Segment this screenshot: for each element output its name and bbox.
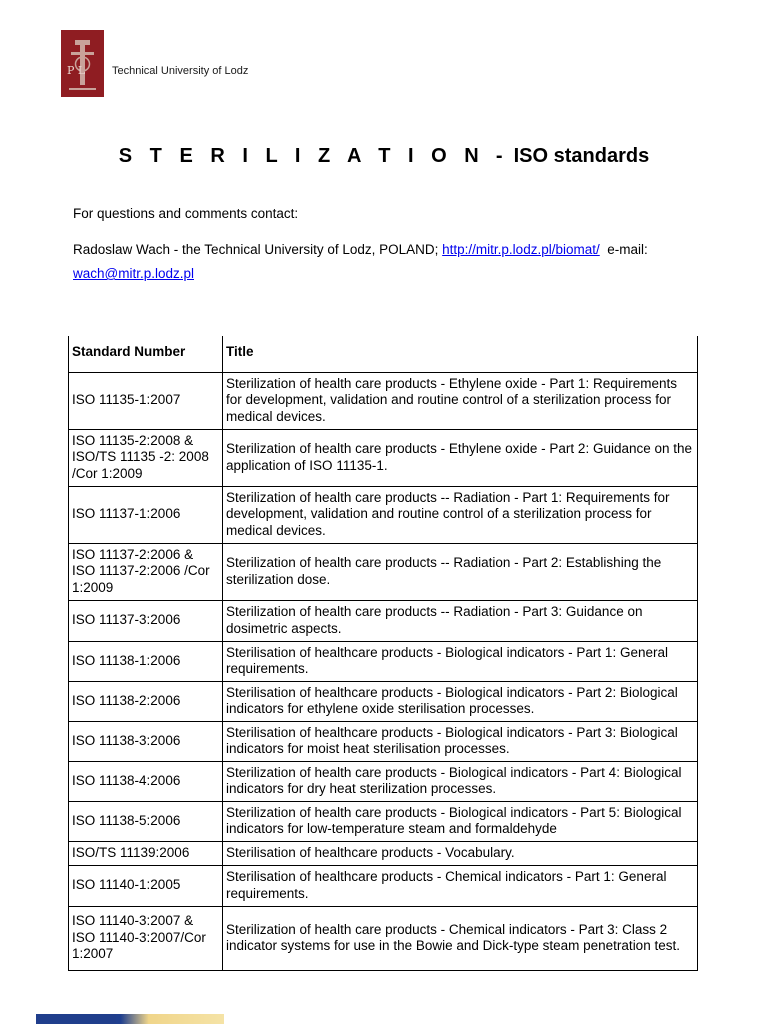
table-row xyxy=(69,681,698,721)
page-title xyxy=(0,145,768,168)
footer-banner xyxy=(36,1014,224,1024)
standard-number: ISO 11138-2:2006 xyxy=(69,681,223,721)
standard-number: ISO/TS 11139:2006 xyxy=(69,841,223,865)
standard-title: Sterilisation of healthcare products - Biological indicators - Part 3: Biological indicators for moist heat sterilisation processes. xyxy=(223,721,698,761)
standard-number: ISO 11138-5:2006 xyxy=(69,801,223,841)
standard-title: Sterilization of health care products - Ethylene oxide - Part 1: Requirements for development, validation and routine control of a sterilization process for medical devices. xyxy=(223,372,698,429)
table-header-row xyxy=(69,336,698,372)
standard-title: Sterilization of health care products -- Radiation - Part 3: Guidance on dosimetric aspects. xyxy=(223,600,698,641)
table-row xyxy=(69,721,698,761)
standard-number: ISO 11137-1:2006 xyxy=(69,486,223,543)
standard-number: ISO 11138-1:2006 xyxy=(69,641,223,681)
standard-number: ISO 11140-1:2005 xyxy=(69,865,223,906)
email-link[interactable]: wach@mitr.p.lodz.pl xyxy=(73,266,194,281)
table-row xyxy=(69,865,698,906)
standards-table xyxy=(68,336,698,971)
table-row xyxy=(69,761,698,801)
standard-number: ISO 11135-1:2007 xyxy=(69,372,223,429)
email-label: e-mail: xyxy=(599,242,648,257)
standard-title: Sterilization of health care products - Biological indicators - Part 5: Biological indicators for low-temperature steam and formaldehyde xyxy=(223,801,698,841)
contact-intro: For questions and comments contact: xyxy=(73,206,299,221)
standard-title: Sterilization of health care products -- Radiation - Part 1: Requirements for development, validation and routine control of a sterilization process for medical devices. xyxy=(223,486,698,543)
standard-title: Sterilization of health care products -- Radiation - Part 2: Establishing the sterilization dose. xyxy=(223,543,698,600)
contact-person-text: Radoslaw Wach - the Technical University of Lodz, POLAND; xyxy=(73,242,443,257)
header-standard-number: Standard Number xyxy=(69,336,223,372)
standard-number: ISO 11135-2:2008 & ISO/TS 11135 -2: 2008 /Cor 1:2009 xyxy=(69,429,223,486)
title-iso-standards: - ISO standards xyxy=(484,145,650,167)
standard-title: Sterilisation of healthcare products - Vocabulary. xyxy=(223,841,698,865)
university-crest-icon xyxy=(61,30,104,97)
standard-number: ISO 11137-2:2006 & ISO 11137-2:2006 /Cor 1:2009 xyxy=(69,543,223,600)
standard-number: ISO 11138-4:2006 xyxy=(69,761,223,801)
standard-number: ISO 11137-3:2006 xyxy=(69,600,223,641)
title-sterilization: S T E R I L I Z A T I O N xyxy=(118,145,485,167)
university-logo xyxy=(61,30,104,97)
table-row xyxy=(69,801,698,841)
biomat-link[interactable]: http://mitr.p.lodz.pl/biomat/ xyxy=(442,242,600,257)
table-row xyxy=(69,906,698,970)
standard-title: Sterilisation of healthcare products - Chemical indicators - Part 1: General requirements. xyxy=(223,865,698,906)
table-row xyxy=(69,600,698,641)
university-name: Technical University of Lodz xyxy=(112,65,249,77)
header-title: Title xyxy=(223,336,698,372)
standard-number: ISO 11138-3:2006 xyxy=(69,721,223,761)
standard-title: Sterilisation of healthcare products - Biological indicators - Part 1: General requirements. xyxy=(223,641,698,681)
table-row xyxy=(69,641,698,681)
table-row xyxy=(69,841,698,865)
standard-title: Sterilization of health care products - Biological indicators - Part 4: Biological indicators for dry heat sterilization processes. xyxy=(223,761,698,801)
standard-number: ISO 11140-3:2007 & ISO 11140-3:2007/Cor 1:2007 xyxy=(69,906,223,970)
table-row xyxy=(69,543,698,600)
table-row xyxy=(69,486,698,543)
contact-details xyxy=(73,238,697,286)
logo-text: P L xyxy=(67,64,86,77)
table-row xyxy=(69,372,698,429)
standard-title: Sterilization of health care products - Chemical indicators - Part 3: Class 2 indicator systems for use in the Bowie and Dick-type steam penetration test. xyxy=(223,906,698,970)
footer-banner-blue xyxy=(36,1014,116,1024)
table-row xyxy=(69,429,698,486)
standard-title: Sterilization of health care products - Ethylene oxide - Part 2: Guidance on the application of ISO 11135-1. xyxy=(223,429,698,486)
standard-title: Sterilisation of healthcare products - Biological indicators - Part 2: Biological indicators for ethylene oxide sterilisation processes. xyxy=(223,681,698,721)
